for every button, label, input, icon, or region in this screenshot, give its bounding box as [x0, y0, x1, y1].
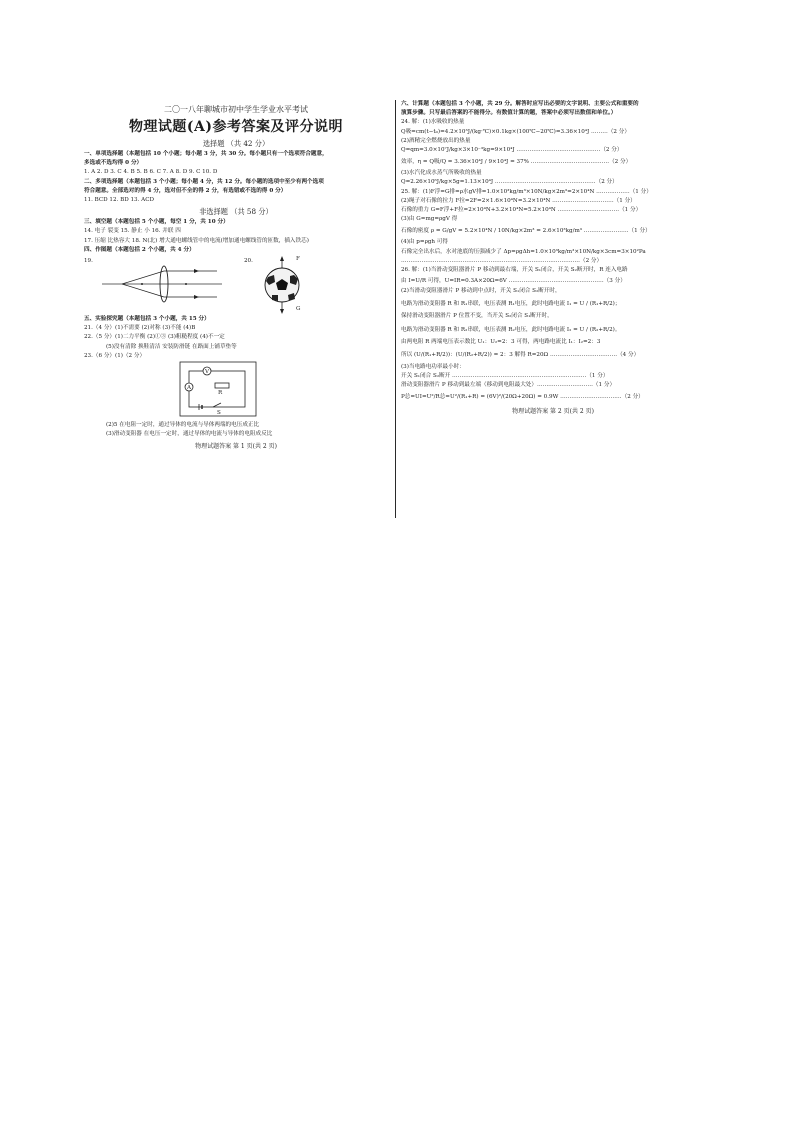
- right-footer: 物理试题答案 第 2 页(共 2 页): [512, 408, 594, 416]
- q25-line-3: 石像的重力 G=F浮+F拉=2×10⁴N+3.2×10⁴N=5.2×10⁴N ……………………………（1 分）: [401, 207, 642, 214]
- exam-line: 二〇一八年聊城市初中学生学业水平考试: [164, 105, 308, 114]
- single-choice-header-2: 多选或不选均得 0 分）: [84, 160, 143, 167]
- q26-line-11: 滑动变阻器滑片 P 移动到最左端（移动到电阻最大处）…………………………（1 分）: [401, 382, 616, 389]
- q24-line-1: 24. 解：(1)水吸收的热量: [401, 119, 465, 126]
- q25-line-6: (4)由 p=ρgh 可得: [401, 239, 449, 246]
- q22-answer-b: (5)没有清除 换鞋清洁 安装防滑链 在路面上铺草垫等: [106, 343, 237, 350]
- right-page: [401, 100, 705, 417]
- q24-line-3: (2)酒精完全燃烧放出的热量: [401, 137, 471, 144]
- multi-choice-header-1: 二、多项选择题（本题包括 3 个小题；每小题 4 分，共 12 分。每小题的选项中至少有两个选项: [84, 178, 324, 185]
- single-choice-answers: 1. A 2. D 3. C 4. B 5. B 6. C 7. A 8. D 9. C 10. D: [84, 169, 218, 176]
- q22-answer: 22.（5 分）(1)二力平衡 (2)①③ (3)粗糙程度 (4)不一定: [84, 334, 225, 341]
- q26-line-5: 保持滑动变阻器滑片 P 位置不变，当开关 S₂闭合 S₁断开时，: [401, 313, 553, 320]
- q24-line-5: 效率，η = Q吸/Q = 3.36×10⁴J / 9×10⁴J = 37% ……………………………………（2 分）: [401, 159, 632, 166]
- q20-label: 20.: [244, 258, 253, 265]
- fill-answers-b: 17. 压缩 比热容大 18. N(北) 增大通电螺线管中的电流(增加通电螺线管的匝数，插入铁芯): [84, 237, 309, 244]
- left-page: [84, 100, 388, 452]
- choice-section-title: 选择题 （共 42 分）: [202, 139, 270, 148]
- ammeter-label: A: [187, 385, 192, 392]
- q26-line-3: (2)当滑动变阻器滑片 P 移动到中点时，开关 S₁闭合 S₂断开时，: [401, 288, 561, 295]
- q24-line-6: (3)水汽化成水蒸气所吸收的热量: [401, 170, 482, 177]
- resistor-label: R: [218, 390, 223, 397]
- q25-line-5: 石像的密度 ρ = G/gV = 5.2×10⁴N / 10N/kg×2m³ = 2.6×10³kg/m³ ……………………（1 分）: [401, 228, 651, 235]
- q25-line-4: (3)由 G=mg=ρgV 得: [401, 216, 458, 223]
- q26-line-12: P总=UI=U²/R总=U²/(R₁+R) = (6V)²/(20Ω+20Ω) = 0.9W ……………………………（2 分）: [401, 394, 644, 401]
- q23-answer-b: (2)5 在电阻一定时，通过导体的电流与导体两端的电压成正比: [106, 422, 260, 429]
- voltmeter-label: V: [205, 369, 210, 376]
- q25-line-1: 25. 解：(1)F浮=G排=ρ水gV排=1.0×10³kg/m³×10N/kg×2m³=2×10⁴N ………………（1 分）: [401, 188, 652, 195]
- q24-line-7: Q=2.26×10⁶J/kg×5g=1.13×10⁴J ………………………………………………（2 分）: [401, 179, 618, 186]
- q25-line-2: (2)绳子对石像的拉力 F拉=2F=2×1.6×10⁴N=3.2×10⁴N ……………………………（1 分）: [401, 197, 636, 204]
- switch-label: S: [217, 410, 221, 417]
- q19-label: 19.: [84, 258, 93, 265]
- page-divider: [395, 100, 396, 518]
- fill-header: 三、填空题（本题包括 5 个小题，每空 1 分，共 10 分）: [84, 219, 229, 226]
- multi-choice-answers: 11. BCD 12. BD 13. ACD: [84, 197, 154, 204]
- q25-line-7: 石像完全出水后，水对池底的压强减少了 Δp=ρgΔh=1.0×10³kg/m³×10N/kg×3cm=3×10²Pa: [401, 248, 646, 255]
- single-choice-header-1: 一、单项选择题（本题包括 10 个小题；每小题 3 分，共 30 分。每小题只有一个选项符合题意，: [84, 151, 328, 157]
- force-f-label: F: [296, 256, 300, 263]
- q23-answer: 23.（6 分）(1)（2 分）: [84, 352, 146, 359]
- q26-line-10: 开关 S₁闭合 S₂断开 ………………………………………………………………（1 分）: [401, 373, 609, 380]
- q24-line-2: Q吸=cm(t−t₀)=4.2×10³J/(kg·℃)×0.1kg×(100℃−20℃)=3.36×10⁴J ………（2 分）: [401, 128, 630, 135]
- experiment-header: 五、实验探究题（本题包括 3 个小题，共 15 分）: [84, 316, 210, 323]
- q26-line-7: 由两电阻 R 两端电压表示数比 U₁：U₂=2：3 可得，两电路电流比 I₁：I₂=2：3: [401, 338, 601, 345]
- q26-line-8: 所以 (U/(R₁+R/2))：(U/(R₂+R/2)) = 2：3 解得 R=20Ω ………………………………（4 分）: [401, 351, 640, 358]
- football-diagram: [252, 255, 312, 317]
- page-title: 物理试题(A)参考答案及评分说明: [128, 119, 344, 135]
- drawing-figures: [84, 255, 388, 315]
- calc-header-2: 演算步骤。只写最后答案的不能得分。有数值计算的题，答案中必须写出数值和单位。）: [401, 110, 617, 117]
- q26-line-4: 电路为滑动变阻器 R 和 R₁串联，电压表测 R₁电压，此时电路电流 I₁ = U / (R₁+R/2)；: [401, 301, 621, 308]
- q25-line-8: ……………………………………………………………………………………（2 分）: [401, 257, 603, 264]
- circuit-figure: [84, 361, 388, 421]
- q26-line-9: (3)当电路电功率最小时：: [401, 363, 465, 370]
- nonchoice-section-title: 非选择题 （共 58 分）: [199, 207, 273, 217]
- multi-choice-header-2: 符合题意。全部选对的得 4 分，选对但不全的得 2 分，有选错或不选的得 0 分）: [84, 187, 287, 194]
- q26-line-2: 由 I=U/R 可得，U=IR=0.3A×20Ω=6V ……………………………………………（3 分）: [401, 278, 626, 285]
- drawing-header: 四、作图题（本题包括 2 个小题，共 4 分）: [84, 246, 195, 253]
- left-footer: 物理试题答案 第 1 页(共 2 页): [195, 443, 277, 451]
- fill-answers-a: 14. 电子 裂变 15. 静止 小 16. 并联 四: [84, 228, 181, 235]
- lens-diagram: [102, 259, 222, 309]
- q24-line-4: Q=qm=3.0×10⁷J/kg×3×10⁻³kg=9×10⁴J ………………………………………（2 分）: [401, 147, 623, 154]
- q23-answer-c: (3)滑动变阻器 在电压一定时，通过导体的电流与导体的电阻成反比: [106, 431, 273, 438]
- force-g-label: G: [296, 306, 301, 313]
- q26-line-6: 电路为滑动变阻器 R 和 R₂串联，电压表测 R₂电压，此时电路电流 I₂ = U / (R₂+R/2)。: [401, 326, 621, 333]
- q21-answer: 21.（4 分）(1)不需要 (2)对称 (3)不能 (4)B: [84, 325, 196, 332]
- q26-line-1: 26. 解：(1)当滑动变阻器滑片 P 移动到最右端，开关 S₁闭合，开关 S₂断开时，R 连入电路: [401, 267, 628, 274]
- calc-header-1: 六、计算题（本题包括 3 个小题，共 29 分。解答时应写出必要的文字说明、主要公式和重要的: [401, 101, 639, 107]
